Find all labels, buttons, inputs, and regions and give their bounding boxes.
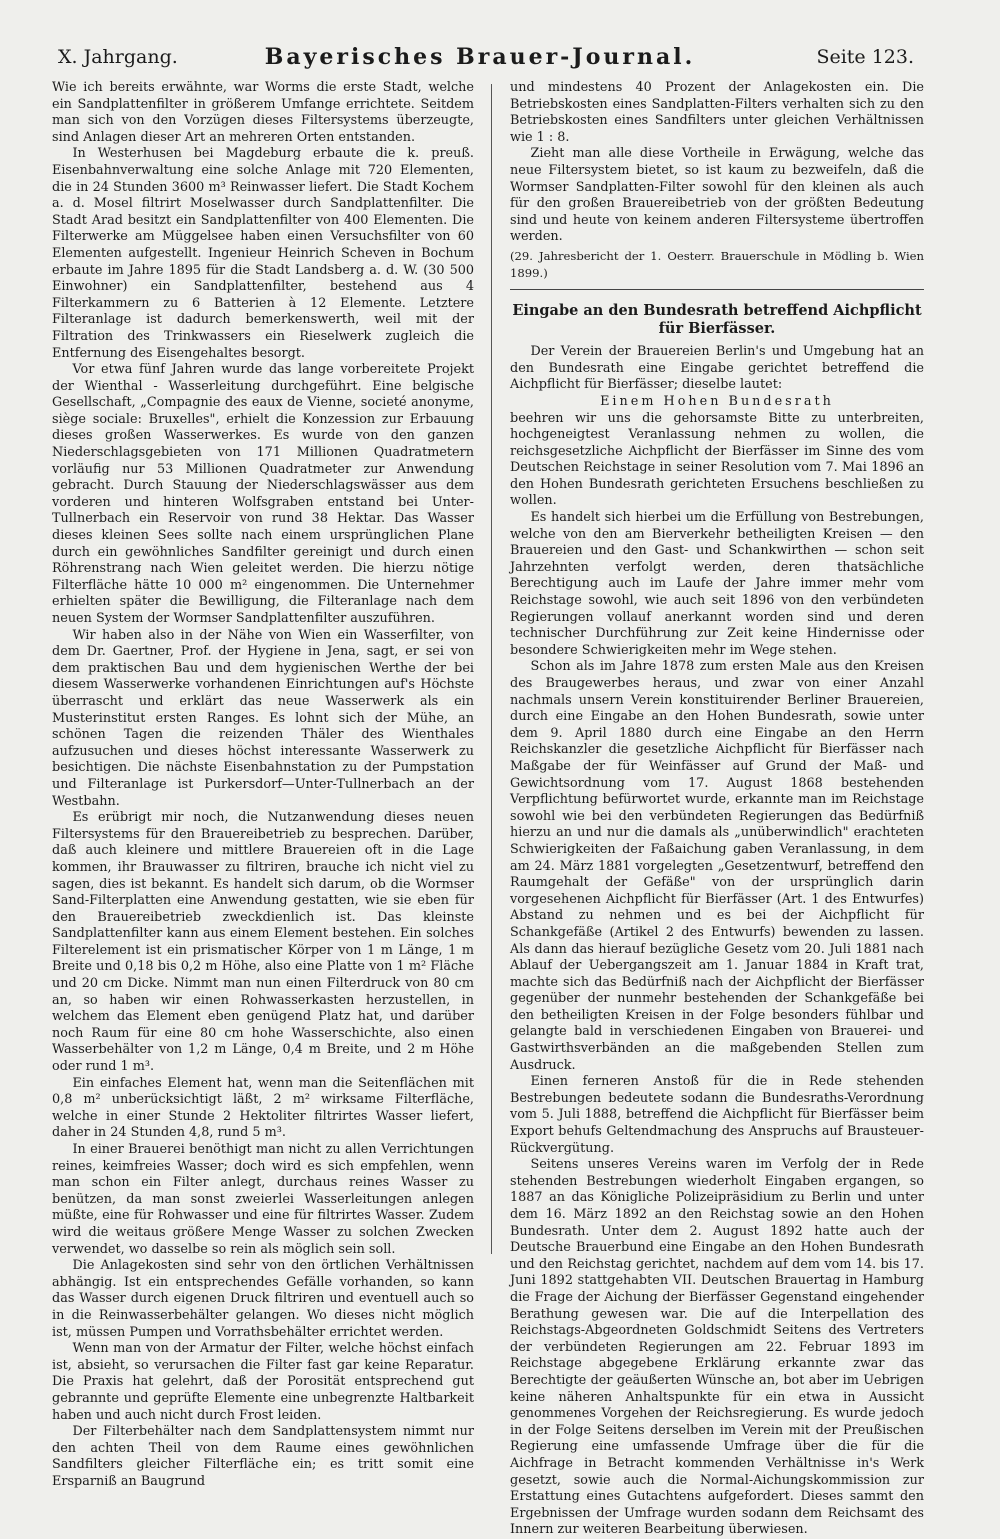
source-citation: (29. Jahresbericht der 1. Oesterr. Brauerschule in Mödling b. Wien 1899.) xyxy=(510,248,924,280)
page-header xyxy=(46,42,914,76)
paragraph: Schon als im Jahre 1878 zum ersten Male aus den Kreisen des Braugewerbes heraus, und zwar von einer Anzahl nachmals unsern Verein konstituirender Berliner Brauereien, durch eine Eingabe an den Hohen Bundesrath, sowie unter dem 9. April 1880 durch eine Eingabe an den Herrn Reichskanzler die gesetzliche Aichpflicht für Bierfässer nach Maßgabe der für Weinfässer auf Grund der Maß- und Gewichtsordnung vom 17. August 1868 bestehenden Verpflichtung befürwortet wurde, erkannte man im Reichstage sowohl wie bei den verbündeten Regierungen das Bedürfniß hierzu an und nur die damals als „unüberwindlich" erachteten Schwierigkeiten der Faßaichung gaben Veranlassung, in dem am 24. März 1881 vorgelegten „Gesetzentwurf, betreffend den Raumgehalt der Gefäße" von der ursprünglich darin vorgesehenen Aichpflicht für Bierfässer (Art. 1 des Entwurfes) Abstand zu nehmen und es bei der Aichpflicht für Schankgefäße (Artikel 2 des Entwurfs) bewenden zu lassen. Als dann das hierauf bezügliche Gesetz vom 20. Juli 1881 nach Ablauf der Uebergangszeit am 1. Januar 1884 in Kraft trat, machte sich das Bedürfniß nach der Aichpflicht der Bierfässer gegenüber der nunmehr bestehenden der Schankgefäße bei den betheiligten Kreisen in der Folge besonders fühlbar und gelangte bald in verschiedenen Eingaben von Brauerei- und Gastwirthsverbänden an die maßgebenden Stellen zum Ausdruck. xyxy=(510,659,924,1073)
journal-title: Bayerisches Brauer-Journal. xyxy=(264,44,696,70)
paragraph: und mindestens 40 Prozent der Anlagekosten ein. Die Betriebskosten eines Sandplatten-Filters verhalten sich zu den Betriebskosten eines Sandfilters unter gleichen Verhältnissen wie 1 : 8. xyxy=(510,80,924,145)
article-intro: Der Verein der Brauereien Berlin's und Umgebung hat an den Bundesrath eine Eingabe gerichtet betreffend die Aichpflicht für Bierfässer; dieselbe lautet: xyxy=(510,344,924,393)
volume-label: X. Jahrgang. xyxy=(58,46,178,68)
paragraph: Die Anlagekosten sind sehr von den örtlichen Verhältnissen abhängig. Ist ein entsprechendes Gefälle vorhanden, so kann das Wasser durch eigenen Druck filtriren und eventuell auch so in die Reinwasserbehälter gelangen. Wo dieses nicht möglich ist, müssen Pumpen und Vorrathsbehälter errichtet werden. xyxy=(52,1258,474,1340)
paragraph: In Westerhusen bei Magdeburg erbaute die k. preuß. Eisenbahnverwaltung eine solche Anlage mit 720 Elementen, die in 24 Stunden 3600 m³ Reinwasser liefert. Die Stadt Kochem a. d. Mosel filtrirt Moselwasser durch Sandplattenfilter. Die Stadt Arad besitzt ein Sandplattenfilter von 400 Elementen. Die Filterwerke am Müggelsee haben einen Versuchsfilter von 60 Elementen aufgestellt. Ingenieur Heinrich Scheven in Bochum erbaute im Jahre 1895 für die Stadt Landsberg a. d. W. (30 500 Einwohner) ein Sandplattenfilter, bestehend aus 4 Filterkammern zu 6 Batterien à 12 Elemente. Letztere Filteranlage ist dadurch bemerkenswerth, weil mit der Filtration des Trinkwassers ein Rieselwerk zugleich die Entfernung des Eisengehaltes besorgt. xyxy=(52,146,474,361)
paragraph: Wir haben also in der Nähe von Wien ein Wasserfilter, von dem Dr. Gaertner, Prof. der Hygiene in Jena, sagt, er sei von dem praktischen Bau und dem hygienischen Werthe der bei diesem Wasserwerke vorhandenen Einrichtungen auf's Höchste überrascht und erklärt das neue Wasserwerk als ein Musterinstitut ersten Ranges. Es lohnt sich der Mühe, an schönen Tagen die reizenden Thäler des Wienthales aufzusuchen und dieses höchst interessante Wasserwerk zu besichtigen. Die nächste Eisenbahnstation zu der Pumpstation und Filteranlage ist Purkersdorf—Unter-Tullnerbach an der Westbahn. xyxy=(52,627,474,809)
paragraph: Einen ferneren Anstoß für die in Rede stehenden Bestrebungen bedeutete sodann die Bundesraths-Verordnung vom 5. Juli 1888, betreffend die Aichpflicht für Bierfässer beim Export behufs Geltendmachung des Anspruchs auf Brausteuer-Rückvergütung. xyxy=(510,1074,924,1156)
article-title: Eingabe an den Bundesrath betreffend Aichpflicht für Bierfässer. xyxy=(512,302,922,338)
paragraph: Wenn man von der Armatur der Filter, welche höchst einfach ist, absieht, so verursachen die Filter fast gar keine Reparatur. Die Praxis hat gelehrt, daß der Porosität entsprechend gut gebrannte und geprüfte Elemente eine unbegrenzte Haltbarkeit haben und auch nicht durch Frost leiden. xyxy=(52,1341,474,1423)
page-number: Seite 123. xyxy=(816,46,914,68)
paragraph: beehren wir uns die gehorsamste Bitte zu unterbreiten, hochgeneigtest Veranlassung nehmen zu wollen, die reichsgesetzliche Aichpflicht der Bierfässer im Sinne des vom Deutschen Reichstage in seiner Resolution vom 7. Mai 1896 an den Hohen Bundesrath gerichteten Ersuchens beschließen zu wollen. xyxy=(510,410,924,509)
paragraph: Es erübrigt mir noch, die Nutzanwendung dieses neuen Filtersystems für den Brauereibetrieb zu besprechen. Darüber, daß auch kleinere und mittlere Brauereien oft in die Lage kommen, ihr Brauwasser zu filtriren, brauche ich nicht viel zu sagen, dies ist bekannt. Es handelt sich darum, ob die Wormser Sand-Filterplatten eine Anwendung gestatten, wie sie eben für den Brauereibetrieb zweckdienlich ist. Das kleinste Sandplattenfilter kann aus einem Element bestehen. Ein solches Filterelement ist ein prismatischer Körper von 1 m Länge, 1 m Breite und 0,18 bis 0,2 m Höhe, also eine Platte von 1 m² Fläche und 20 cm Dicke. Nimmt man nun einen Filterdruck von 80 cm an, so haben wir einen Rohwasserkasten herzustellen, in welchem das Element eben genügend Platz hat, und darüber noch Raum für eine 80 cm hohe Wasserschichte, also einen Wasserbehälter von 1,2 m Länge, 0,4 m Breite, und 2 m Höhe oder rund 1 m³. xyxy=(52,810,474,1075)
paragraph: Vor etwa fünf Jahren wurde das lange vorbereitete Projekt der Wienthal - Wasserleitung durchgeführt. Eine belgische Gesellschaft, „Compagnie des eaux de Vienne, societé anonyme, siège sociale: Bruxelles", erhielt die Konzession zur Erbauung dieses großen Wasserwerkes. Es wurde von den ganzen Niederschlagsgebieten von 171 Millionen Quadratmetern vorläufig nur 53 Millionen Quadratmeter zur Anwendung gebracht. Durch Stauung der Niederschlagswässer aus dem vorderen und hinteren Wolfsgraben entstand bei Unter-Tullnerbach ein Reservoir von rund 38 Hektar. Das Wasser dieses kleinen Sees sollte nach einem ursprünglichen Plane durch ein gewöhnliches Sandfilter gereinigt und durch einen Röhrenstrang nach Wien geleitet werden. Die hierzu nötige Filterfläche hätte 10 000 m² eingenommen. Die Unternehmer erhielten später die Bewilligung, die Filteranlage nach dem neuen System der Wormser Sandplattenfilter auszuführen. xyxy=(52,362,474,626)
salutation: Einem Hohen Bundesrath xyxy=(600,393,834,409)
paragraph: Der Filterbehälter nach dem Sandplattensystem nimmt nur den achten Theil von dem Raume eines gewöhnlichen Sandfilters gleicher Filterfläche ein; es tritt somit eine Ersparniß an Baugrund xyxy=(52,1424,474,1489)
paragraph: Wie ich bereits erwähnte, war Worms die erste Stadt, welche ein Sandplattenfilter in größerem Umfange errichtete. Seitdem man sich von den Vorzügen dieses Filtersystems überzeugte, sind Anlagen dieser Art an mehreren Orten entstanden. xyxy=(52,80,474,145)
paragraph: In einer Brauerei benöthigt man nicht zu allen Verrichtungen reines, keimfreies Wasser; doch wird es sich empfehlen, wenn man schon ein Filter anlegt, durchaus reines Wasser zu benützen, da man sonst zweierlei Wasserleitungen anlegen müßte, eine für Rohwasser und eine für filtrirtes Wasser. Zudem wird die weitaus größere Menge Wasser zu solchen Zwecken verwendet, wo dasselbe so rein als möglich sein soll. xyxy=(52,1142,474,1257)
column-divider xyxy=(491,84,492,1254)
section-divider xyxy=(510,289,924,290)
paragraph: Es handelt sich hierbei um die Erfüllung von Bestrebungen, welche von den am Bierverkehr betheiligten Kreisen — den Brauereien und den Gast- und Schankwirthen — schon seit Jahrzehnten verfolgt werden, deren thatsächliche Berechtigung auch im Laufe der Jahre immer mehr vom Reichstage sowohl, wie auch seit 1896 von den verbündeten Regierungen vollauf anerkannt worden sind und deren technischer Durchführung zur Zeit keine Hindernisse oder besondere Schwierigkeiten mehr im Wege stehen. xyxy=(510,510,924,658)
left-column xyxy=(52,80,474,1489)
paragraph: Zieht man alle diese Vortheile in Erwägung, welche das neue Filtersystem bietet, so ist kaum zu bezweifeln, daß die Wormser Sandplatten-Filter sowohl für den kleinen als auch für den großen Brauereibetrieb von der größten Bedeutung sind und heute von keinem anderen Filtersysteme übertroffen werden. xyxy=(510,146,924,245)
paragraph: Ein einfaches Element hat, wenn man die Seitenflächen mit 0,8 m² unberücksichtigt läßt, 2 m² wirksame Filterfläche, welche in einer Stunde 2 Hektoliter filtrirtes Wasser liefert, daher in 24 Stunden 4,8, rund 5 m³. xyxy=(52,1075,474,1141)
right-column xyxy=(510,80,924,1538)
paragraph: Seitens unseres Vereins waren im Verfolg der in Rede stehenden Bestrebungen wiederholt Eingaben ergangen, so 1887 an das Königliche Polizeipräsidium zu Berlin und unter dem 16. März 1892 an den Reichstag sowie an den Hohen Bundesrath. Unter dem 2. August 1892 hatte auch der Deutsche Brauerbund eine Eingabe an den Hohen Bundesrath und den Reichstag gerichtet, nachdem auf dem vom 14. bis 17. Juni 1892 stattgehabten VII. Deutschen Brauertag in Hamburg die Frage der Aichung der Bierfässer Gegenstand eingehender Berathung gewesen war. Die auf die Interpellation des Reichstags-Abgeordneten Goldschmidt Seitens des Vertreters der verbündeten Regierungen am 22. Februar 1893 im Reichstage abgegebene Erklärung erkannte zwar das Berechtigte der geäußerten Wünsche an, bot aber im Uebrigen keine näheren Anhaltspunkte für ein etwa in Aussicht genommenes Vorgehen der Reichsregierung. Es wurde jedoch in der Folge Seitens derselben im Verein mit der Preußischen Regierung eine umfassende Umfrage über die für die Aichfrage in Betracht kommenden Verhältnisse in's Werk gesetzt, sowie auch die Normal-Aichungskommission zur Erstattung eines Gutachtens aufgefordert. Dieses sammt den Ergebnissen der Umfrage wurden sodann dem Reichsamt des Innern zur weiteren Bearbeitung überwiesen. xyxy=(510,1157,924,1538)
